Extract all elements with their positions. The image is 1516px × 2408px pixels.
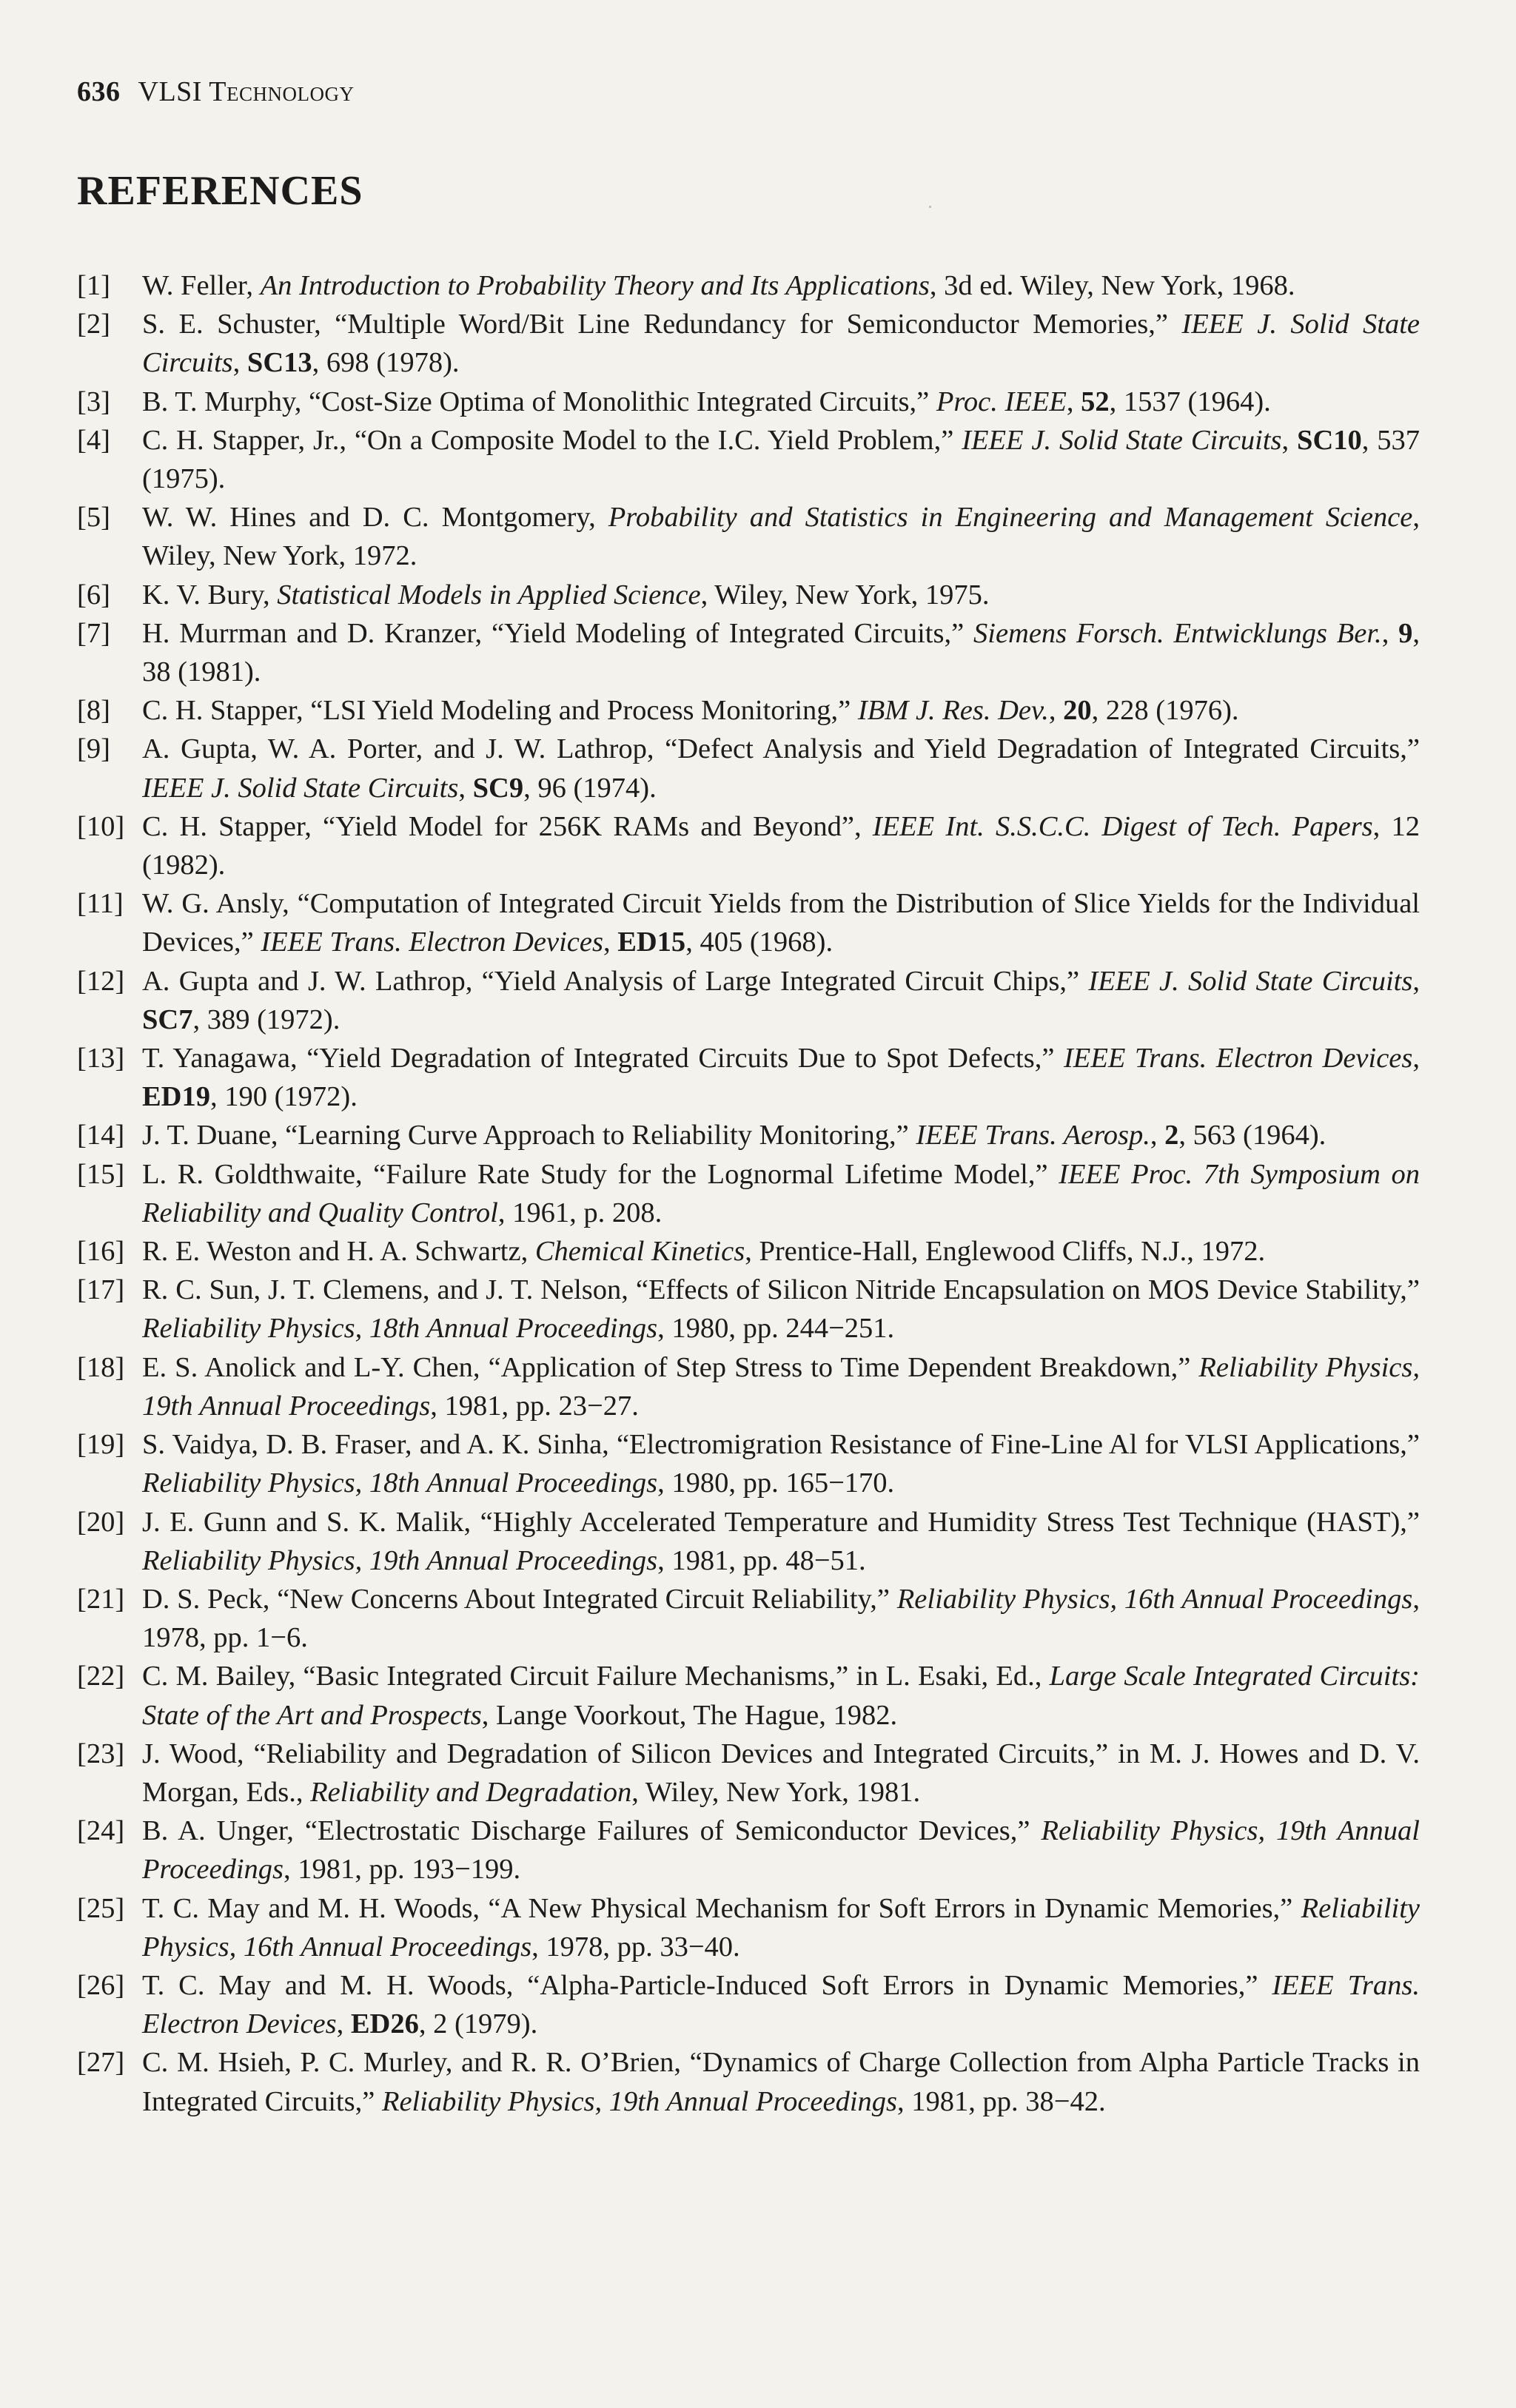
reference-number: [14] (77, 1120, 125, 1151)
reference-number: [25] (77, 1892, 125, 1924)
reference-text-run: , (1066, 386, 1081, 417)
reference-text-run: C. H. Stapper, “LSI Yield Modeling and Process Monitoring,” (142, 695, 858, 727)
reference-number: [18] (77, 1351, 125, 1383)
reference-text-run: , (232, 347, 247, 379)
reference-text-run: W. G. Ansly, “Computation of Integrated Circuit Yields from the Distribution of Slice Yields for the Individual Devices,” (142, 888, 1420, 958)
reference-item (77, 691, 1420, 730)
reference-item (77, 421, 1420, 498)
reference-text-run: T. C. May and M. H. Woods, “A New Physical Mechanism for Soft Errors in Dynamic Memories,” (142, 1892, 1301, 1924)
reference-number: [4] (77, 424, 110, 456)
reference-volume: SC10 (1297, 424, 1362, 456)
reference-source-title: Reliability and Degradation (310, 1776, 632, 1808)
reference-text (142, 1812, 1420, 1889)
reference-number: [27] (77, 2047, 125, 2079)
reference-source-title: Siemens Forsch. Entwicklungs Ber. (973, 617, 1382, 649)
reference-text (142, 1735, 1420, 1812)
reference-text (142, 1889, 1420, 1966)
reference-number: [23] (77, 1738, 125, 1769)
reference-text (142, 807, 1420, 884)
reference-number: [21] (77, 1583, 125, 1615)
reference-text-run: , 563 (1964). (1178, 1120, 1326, 1151)
reference-item (77, 383, 1420, 421)
reference-text (142, 1116, 1420, 1154)
reference-number: [24] (77, 1815, 125, 1847)
reference-number: [12] (77, 965, 125, 997)
reference-text-run: , Wiley, New York, 1981. (631, 1776, 921, 1808)
reference-text-run: J. Wood, “Reliability and Degradation of Silicon Devices and Integrated Circuits,” in M. J. Howes and D. V. Morgan, Eds., (142, 1738, 1420, 1808)
reference-text-run: , (1048, 695, 1064, 727)
reference-text-run: , 228 (1976). (1091, 695, 1239, 727)
reference-source-title: IEEE Trans. Electron Devices (142, 1969, 1420, 2040)
reference-source-title: IEEE Int. S.S.C.C. Digest of Tech. Papers (872, 810, 1373, 842)
reference-number: [15] (77, 1158, 125, 1190)
reference-text (142, 498, 1420, 575)
reference-text (142, 305, 1420, 382)
reference-text-run: E. S. Anolick and L-Y. Chen, “Application of Step Stress to Time Dependent Breakdown,” (142, 1351, 1199, 1383)
reference-text-run: B. T. Murphy, “Cost-Size Optima of Monolithic Integrated Circuits,” (142, 386, 936, 417)
reference-text-run: , 405 (1968). (685, 926, 834, 958)
reference-text (142, 884, 1420, 961)
reference-text-run: , 698 (1978). (312, 347, 460, 379)
reference-text (142, 962, 1420, 1039)
reference-item (77, 1889, 1420, 1966)
reference-volume: ED26 (350, 2008, 419, 2040)
reference-source-title: Reliability Physics, 18th Annual Proceedings (142, 1313, 658, 1345)
reference-text-run: , Prentice-Hall, Englewood Cliffs, N.J., 1972. (745, 1236, 1266, 1268)
reference-number: [3] (77, 386, 110, 417)
reference-source-title: Statistical Models in Applied Science (277, 579, 701, 611)
reference-text (142, 576, 1420, 614)
reference-text-run: , 1980, pp. 165−170. (657, 1467, 895, 1499)
reference-text (142, 383, 1420, 421)
reference-text-run: , 389 (1972). (192, 1003, 341, 1035)
reference-number: [22] (77, 1661, 125, 1692)
reference-text-run: L. R. Goldthwaite, “Failure Rate Study for the Lognormal Lifetime Model,” (142, 1158, 1059, 1190)
reference-text-run: J. T. Duane, “Learning Curve Approach to Reliability Monitoring,” (142, 1120, 916, 1151)
reference-text-run: W. W. Hines and D. C. Montgomery, (142, 502, 608, 534)
reference-text (142, 1271, 1420, 1348)
reference-volume: 20 (1063, 695, 1092, 727)
reference-source-title: Reliability Physics, 19th Annual Proceedings (142, 1351, 1420, 1422)
reference-text (142, 1348, 1420, 1425)
reference-source-title: IEEE J. Solid State Circuits (142, 772, 459, 804)
reference-source-title: Chemical Kinetics (534, 1236, 745, 1268)
reference-number: [9] (77, 733, 110, 765)
reference-volume: SC13 (246, 347, 312, 379)
reference-source-title: IEEE Trans. Electron Devices (261, 926, 603, 958)
reference-text-run: , 2 (1979). (418, 2008, 538, 2040)
reference-text-run: , 96 (1974). (523, 772, 657, 804)
reference-text-run: , 38 (1981). (142, 617, 1421, 688)
reference-number: [17] (77, 1274, 125, 1306)
reference-text-run: , 1981, pp. 38−42. (897, 2085, 1106, 2117)
reference-number: [26] (77, 1969, 125, 2001)
reference-text (142, 1425, 1420, 1502)
reference-text (142, 1039, 1420, 1116)
reference-text-run: R. C. Sun, J. T. Clemens, and J. T. Nelson, “Effects of Silicon Nitride Encapsulation on MOS Device Stability,” (142, 1274, 1420, 1306)
reference-text-run: , 1980, pp. 244−251. (657, 1313, 895, 1345)
reference-item (77, 807, 1420, 884)
reference-volume: SC9 (472, 772, 524, 804)
reference-item (77, 1425, 1420, 1502)
reference-text-run: , 537 (1975). (142, 424, 1421, 495)
reference-text (142, 730, 1420, 807)
reference-item (77, 576, 1420, 614)
reference-number: [11] (77, 888, 124, 920)
reference-text (142, 266, 1420, 305)
reference-item (77, 1348, 1420, 1425)
reference-source-title: IEEE J. Solid State Circuits (1088, 965, 1413, 997)
reference-item (77, 266, 1420, 305)
reference-text-run: , Wiley, New York, 1975. (700, 579, 990, 611)
reference-item (77, 1271, 1420, 1348)
reference-source-title: Reliability Physics, 19th Annual Proceedings (381, 2085, 898, 2117)
reference-list (77, 266, 1420, 2121)
reference-source-title: Reliability Physics, 19th Annual Proceedings (142, 1815, 1420, 1886)
reference-text-run: H. Murrman and D. Kranzer, “Yield Modeling of Integrated Circuits,” (142, 617, 973, 649)
running-head (77, 75, 354, 108)
reference-text-run: , (458, 772, 473, 804)
reference-source-title: IEEE J. Solid State Circuits (962, 424, 1282, 456)
reference-item (77, 1580, 1420, 1657)
reference-item (77, 884, 1420, 961)
reference-text-run: , (1381, 617, 1399, 649)
reference-text (142, 1580, 1420, 1657)
reference-source-title: IEEE Trans. Electron Devices (1063, 1043, 1413, 1074)
reference-text-run: , Lange Voorkout, The Hague, 1982. (481, 1699, 898, 1731)
reference-text (142, 1503, 1420, 1580)
reference-number: [1] (77, 270, 110, 301)
reference-item (77, 1155, 1420, 1232)
reference-number: [16] (77, 1236, 125, 1268)
reference-item (77, 730, 1420, 807)
reference-item (77, 2043, 1420, 2120)
reference-text-run: C. H. Stapper, “Yield Model for 256K RAMs and Beyond”, (142, 810, 873, 842)
page-number: 636 (77, 76, 121, 107)
reference-item (77, 1966, 1420, 2043)
reference-source-title: Probability and Statistics in Engineering and Management Science (608, 502, 1413, 534)
reference-text-run: S. Vaidya, D. B. Fraser, and A. K. Sinha, “Electromigration Resistance of Fine-Line Al for VLSI Applications,” (142, 1429, 1420, 1461)
reference-source-title: Large Scale Integrated Circuits: State of the Art and Prospects (142, 1661, 1420, 1731)
reference-number: [19] (77, 1429, 125, 1461)
reference-text-run: S. E. Schuster, “Multiple Word/Bit Line Redundancy for Semiconductor Memories,” (142, 309, 1182, 340)
reference-item (77, 1039, 1420, 1116)
reference-text (142, 691, 1420, 730)
reference-text-run: T. Yanagawa, “Yield Degradation of Integrated Circuits Due to Spot Defects,” (142, 1043, 1064, 1074)
reference-source-title: IEEE Proc. 7th Symposium on Reliability and Quality Control (142, 1158, 1420, 1228)
reference-item (77, 1735, 1420, 1812)
reference-text-run: , (336, 2008, 351, 2040)
reference-item (77, 962, 1420, 1039)
reference-item (77, 1116, 1420, 1154)
reference-text-run: R. E. Weston and H. A. Schwartz, (142, 1236, 535, 1268)
reference-volume: SC7 (142, 1003, 193, 1035)
reference-text (142, 1657, 1420, 1734)
reference-text-run: D. S. Peck, “New Concerns About Integrated Circuit Reliability,” (142, 1583, 897, 1615)
reference-source-title: Reliability Physics, 19th Annual Proceedings (142, 1544, 658, 1576)
reference-text (142, 1232, 1420, 1271)
reference-text-run: , Wiley, New York, 1972. (142, 502, 1421, 572)
reference-source-title: Reliability Physics, 18th Annual Proceedings (142, 1467, 658, 1499)
reference-source-title: Proc. IEEE (936, 386, 1067, 417)
reference-source-title: Reliability Physics, 16th Annual Proceedings (142, 1892, 1420, 1963)
reference-item (77, 614, 1420, 691)
reference-text-run: K. V. Bury, (142, 579, 278, 611)
reference-text-run: , (1412, 1043, 1420, 1074)
reference-text (142, 2043, 1420, 2120)
reference-item (77, 1812, 1420, 1889)
reference-text-run: , 1978, pp. 33−40. (531, 1931, 740, 1963)
reference-item (77, 1232, 1420, 1271)
reference-source-title: IEEE J. Solid State Circuits (142, 309, 1420, 379)
reference-text-run: , 1981, pp. 193−199. (284, 1854, 521, 1886)
reference-number: [7] (77, 617, 110, 649)
reference-text-run: , (603, 926, 618, 958)
reference-text-run: T. C. May and M. H. Woods, “Alpha-Particle-Induced Soft Errors in Dynamic Memories,” (142, 1969, 1272, 2001)
reference-number: [5] (77, 502, 110, 534)
paper-speck (929, 206, 931, 208)
reference-text-run: , 12 (1982). (142, 810, 1421, 881)
reference-text-run: C. H. Stapper, Jr., “On a Composite Model to the I.C. Yield Problem,” (142, 424, 962, 456)
reference-text-run: C. M. Hsieh, P. C. Murley, and R. R. O’Brien, “Dynamics of Charge Collection from Alpha Particle Tracks in Integrated Circuits,” (142, 2047, 1420, 2117)
section-title: REFERENCES (77, 168, 363, 214)
reference-text-run: W. Feller, (142, 270, 261, 301)
reference-text-run: B. A. Unger, “Electrostatic Discharge Failures of Semiconductor Devices,” (142, 1815, 1042, 1847)
reference-text-run: , 1981, pp. 48−51. (657, 1544, 866, 1576)
reference-number: [6] (77, 579, 110, 611)
reference-text (142, 614, 1420, 691)
reference-text-run: , (1281, 424, 1298, 456)
reference-item (77, 498, 1420, 575)
reference-item (77, 1657, 1420, 1734)
reference-source-title: IBM J. Res. Dev. (857, 695, 1049, 727)
reference-number: [13] (77, 1043, 125, 1074)
reference-text-run: , 3d ed. Wiley, New York, 1968. (929, 270, 1295, 301)
reference-text-run: , 1981, pp. 23−27. (430, 1390, 639, 1422)
reference-text-run: J. E. Gunn and S. K. Malik, “Highly Accelerated Temperature and Humidity Stress Test Technique (HAST),” (142, 1506, 1420, 1538)
reference-text-run: , 1978, pp. 1−6. (142, 1583, 1420, 1654)
reference-source-title: An Introduction to Probability Theory and Its Applications (260, 270, 930, 301)
reference-text-run: C. M. Bailey, “Basic Integrated Circuit Failure Mechanisms,” in L. Esaki, Ed., (142, 1661, 1050, 1692)
reference-source-title: IEEE Trans. Aerosp. (916, 1120, 1150, 1151)
reference-text (142, 421, 1420, 498)
reference-text-run: , 1961, p. 208. (497, 1197, 663, 1228)
reference-number: [8] (77, 695, 110, 727)
reference-volume: 52 (1081, 386, 1110, 417)
reference-source-title: Reliability Physics, 16th Annual Proceedings (896, 1583, 1413, 1615)
reference-number: [20] (77, 1506, 125, 1538)
reference-text-run: , 190 (1972). (209, 1081, 358, 1113)
reference-item (77, 305, 1420, 382)
reference-volume: ED15 (617, 926, 686, 958)
reference-number: [10] (77, 810, 125, 842)
reference-item (77, 1503, 1420, 1580)
reference-volume: ED19 (142, 1081, 210, 1113)
reference-text (142, 1966, 1420, 2043)
reference-number: [2] (77, 309, 110, 340)
reference-text-run: A. Gupta and J. W. Lathrop, “Yield Analysis of Large Integrated Circuit Chips,” (142, 965, 1089, 997)
reference-text-run: , (1412, 965, 1420, 997)
reference-text-run: , 1537 (1964). (1109, 386, 1271, 417)
reference-text (142, 1155, 1420, 1232)
running-title: VLSI Technology (138, 76, 355, 107)
reference-text-run: A. Gupta, W. A. Porter, and J. W. Lathrop, “Defect Analysis and Yield Degradation of Integrated Circuits,” (142, 733, 1420, 765)
reference-volume: 9 (1398, 617, 1413, 649)
reference-volume: 2 (1164, 1120, 1179, 1151)
reference-text-run: , (1150, 1120, 1165, 1151)
